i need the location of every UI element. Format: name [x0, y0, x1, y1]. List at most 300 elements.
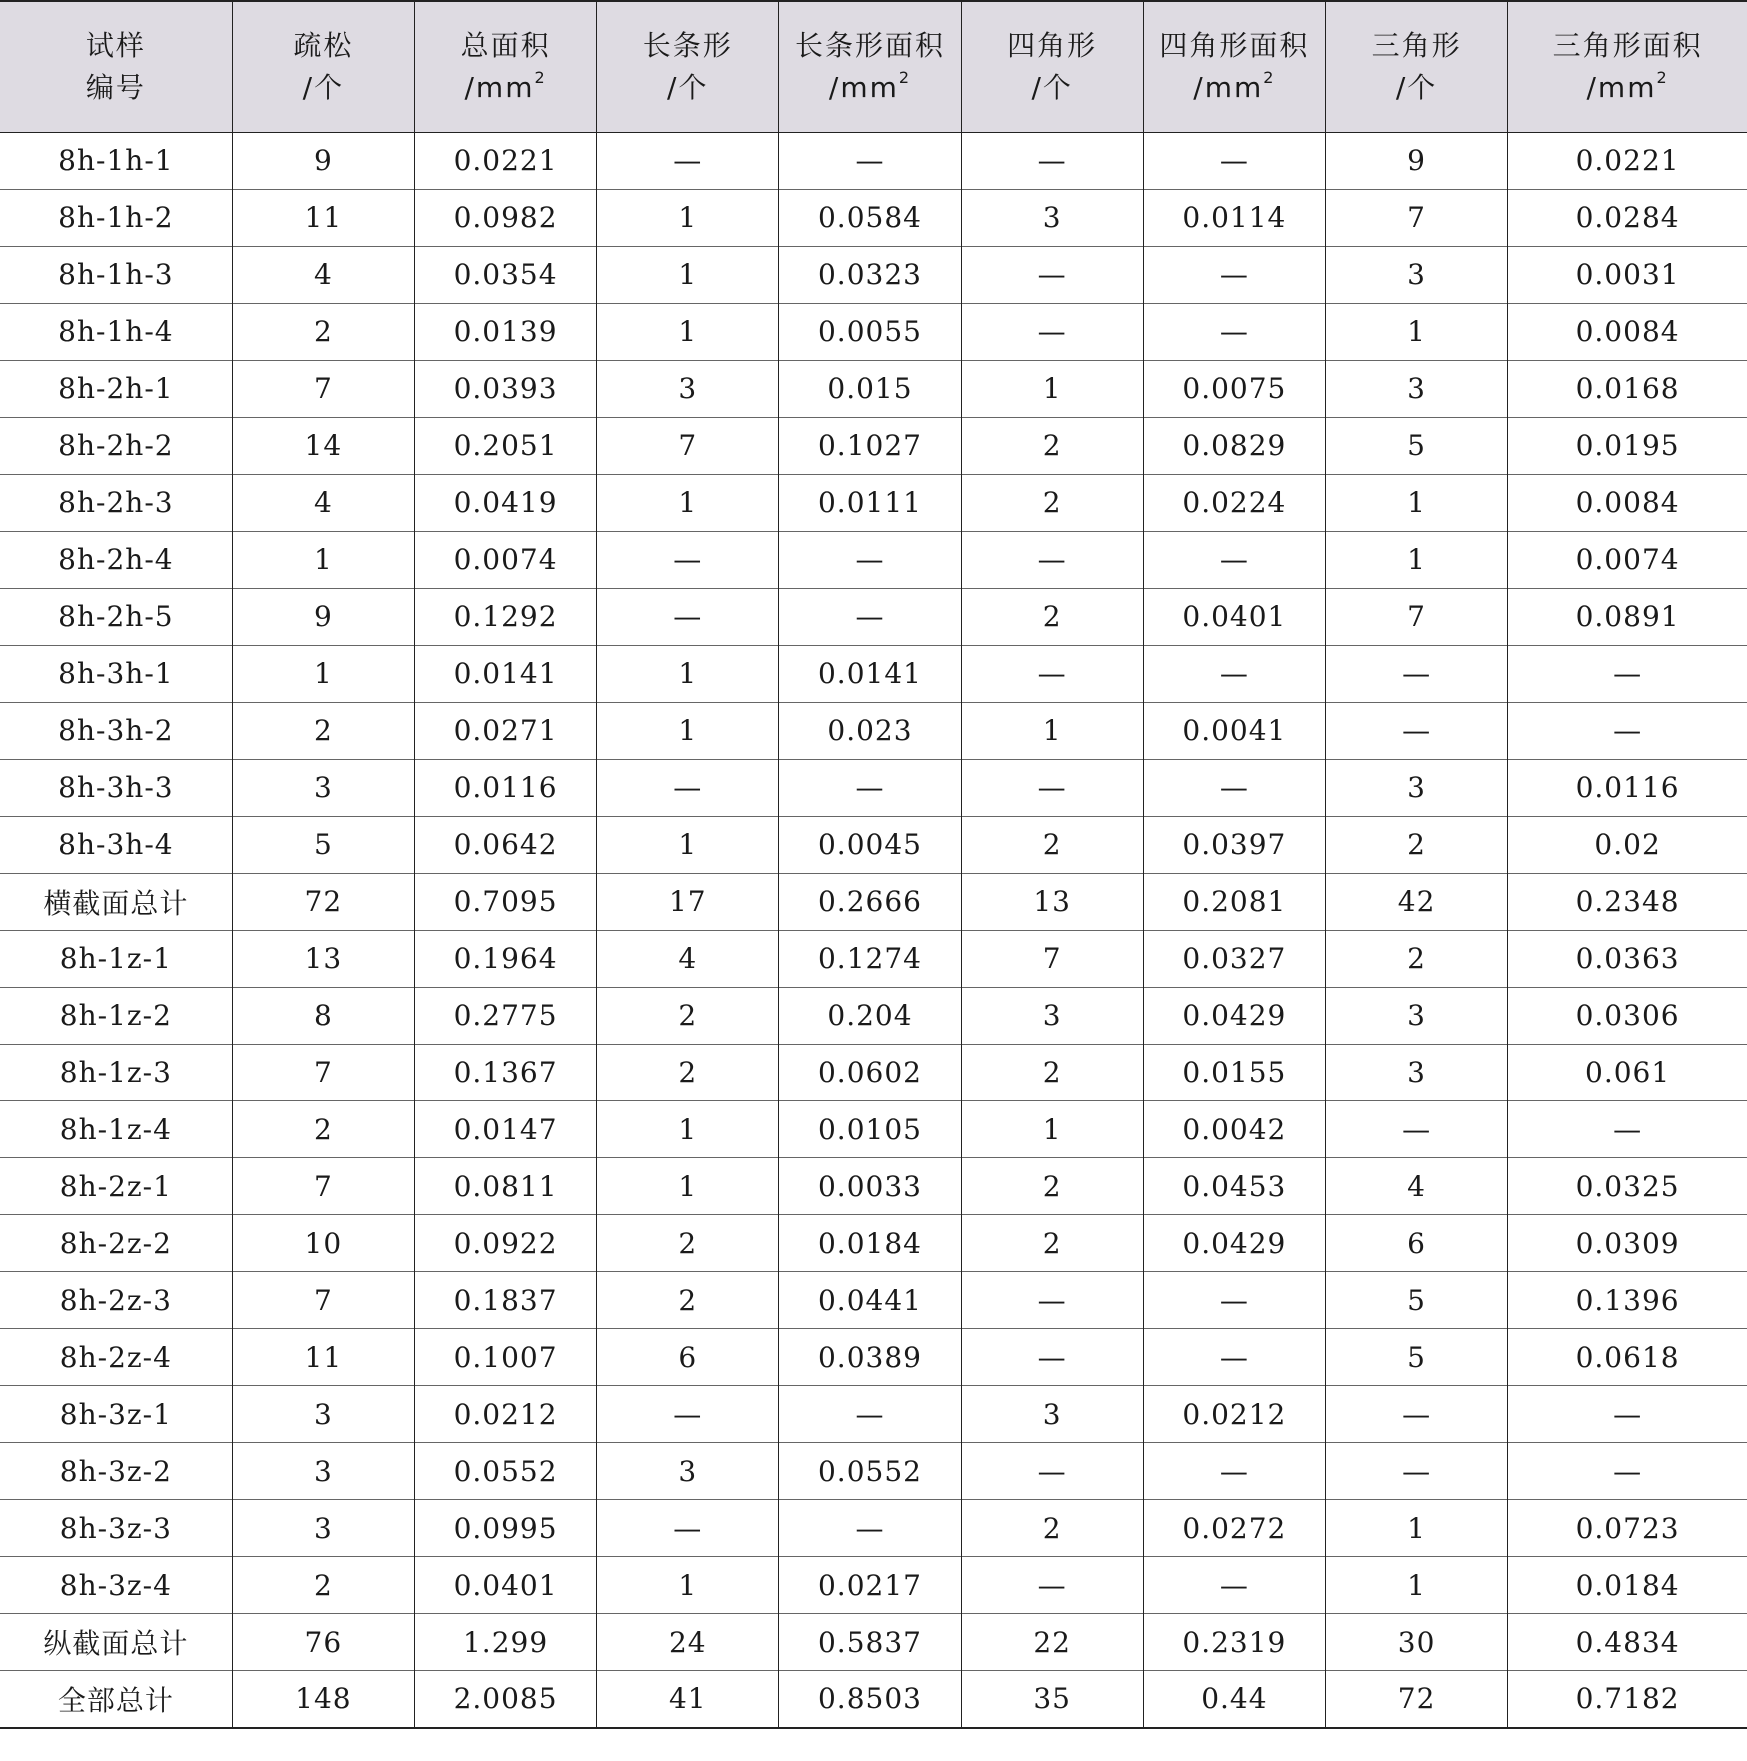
- header-line-2: [1508, 67, 1747, 109]
- value-cell: 2: [232, 1101, 414, 1158]
- header-unit-superscript: 2: [534, 68, 547, 87]
- value-cell: 1: [597, 246, 779, 303]
- value-cell: 0.015: [779, 360, 961, 417]
- value-cell: 0.0111: [779, 474, 961, 531]
- value-cell: —: [961, 1329, 1143, 1386]
- value-cell: 3: [1325, 246, 1507, 303]
- value-cell: —: [779, 1500, 961, 1557]
- sample-id-cell: 8h-2h-4: [0, 531, 232, 588]
- header-line-2: [415, 67, 596, 109]
- sample-id-cell: 8h-1h-1: [0, 133, 232, 190]
- value-cell: 3: [232, 1500, 414, 1557]
- header-row: [0, 1, 1747, 133]
- value-cell: 0.0723: [1508, 1500, 1747, 1557]
- value-cell: 0.0354: [414, 246, 596, 303]
- value-cell: —: [1143, 1557, 1325, 1614]
- value-cell: —: [961, 133, 1143, 190]
- value-cell: 3: [961, 189, 1143, 246]
- column-header: [414, 1, 596, 133]
- header-line-1: 总面积: [460, 29, 551, 62]
- header-unit: /个: [667, 71, 709, 104]
- value-cell: 0.0995: [414, 1500, 596, 1557]
- value-cell: —: [597, 1500, 779, 1557]
- header-line-1: 三角形: [1371, 29, 1462, 62]
- value-cell: 14: [232, 417, 414, 474]
- value-cell: 1: [1325, 303, 1507, 360]
- value-cell: 2: [961, 816, 1143, 873]
- value-cell: 41: [597, 1671, 779, 1728]
- header-line-2: [1326, 67, 1507, 109]
- value-cell: 0.0055: [779, 303, 961, 360]
- value-cell: 17: [597, 873, 779, 930]
- value-cell: 0.0224: [1143, 474, 1325, 531]
- value-cell: —: [1143, 645, 1325, 702]
- header-line-2: [597, 67, 778, 109]
- value-cell: 13: [232, 930, 414, 987]
- value-cell: 7: [232, 1158, 414, 1215]
- value-cell: 0.0401: [1143, 588, 1325, 645]
- sample-id-cell: 8h-2h-2: [0, 417, 232, 474]
- value-cell: 0.0284: [1508, 189, 1747, 246]
- value-cell: 0.0602: [779, 1044, 961, 1101]
- value-cell: 8: [232, 987, 414, 1044]
- value-cell: 3: [961, 1386, 1143, 1443]
- value-cell: 0.2775: [414, 987, 596, 1044]
- value-cell: 1.299: [414, 1614, 596, 1671]
- table-row: [0, 133, 1747, 190]
- header-unit: /mm: [1193, 71, 1264, 104]
- sample-id-cell: 8h-3h-1: [0, 645, 232, 702]
- value-cell: 3: [1325, 987, 1507, 1044]
- value-cell: 0.0075: [1143, 360, 1325, 417]
- value-cell: —: [779, 1386, 961, 1443]
- value-cell: 0.023: [779, 702, 961, 759]
- value-cell: 0.1027: [779, 417, 961, 474]
- value-cell: 2: [1325, 816, 1507, 873]
- table-row: [0, 930, 1747, 987]
- value-cell: 0.061: [1508, 1044, 1747, 1101]
- value-cell: 0.0184: [1508, 1557, 1747, 1614]
- value-cell: —: [1508, 1443, 1747, 1500]
- value-cell: —: [1508, 702, 1747, 759]
- table-row: [0, 189, 1747, 246]
- value-cell: 0.0221: [414, 133, 596, 190]
- header-unit-superscript: 2: [1656, 68, 1669, 87]
- value-cell: 76: [232, 1614, 414, 1671]
- value-cell: 4: [1325, 1158, 1507, 1215]
- value-cell: 0.0393: [414, 360, 596, 417]
- value-cell: 2: [597, 1044, 779, 1101]
- value-cell: 0.0325: [1508, 1158, 1747, 1215]
- table-row: [0, 1044, 1747, 1101]
- value-cell: 0.7182: [1508, 1671, 1747, 1728]
- value-cell: 9: [232, 133, 414, 190]
- value-cell: —: [1143, 303, 1325, 360]
- value-cell: 0.0552: [779, 1443, 961, 1500]
- value-cell: 72: [232, 873, 414, 930]
- sample-id-cell: 8h-2h-1: [0, 360, 232, 417]
- value-cell: 0.0642: [414, 816, 596, 873]
- value-cell: 0.1274: [779, 930, 961, 987]
- value-cell: 4: [232, 474, 414, 531]
- value-cell: 0.7095: [414, 873, 596, 930]
- value-cell: 0.1837: [414, 1272, 596, 1329]
- column-header: [961, 1, 1143, 133]
- value-cell: 2: [961, 1215, 1143, 1272]
- value-cell: 0.5837: [779, 1614, 961, 1671]
- value-cell: 22: [961, 1614, 1143, 1671]
- value-cell: —: [1508, 1386, 1747, 1443]
- header-unit: /mm: [464, 71, 535, 104]
- header-unit: /mm: [1586, 71, 1657, 104]
- value-cell: 1: [232, 531, 414, 588]
- header-line-2: [962, 67, 1143, 109]
- value-cell: 11: [232, 1329, 414, 1386]
- value-cell: 0.2348: [1508, 873, 1747, 930]
- value-cell: 30: [1325, 1614, 1507, 1671]
- header-line-1: 四角形: [1007, 29, 1098, 62]
- table-row: [0, 360, 1747, 417]
- value-cell: —: [1143, 759, 1325, 816]
- sample-id-cell: 8h-3z-2: [0, 1443, 232, 1500]
- value-cell: 7: [961, 930, 1143, 987]
- table-row: [0, 987, 1747, 1044]
- sample-id-cell: 8h-2h-5: [0, 588, 232, 645]
- header-line-1: 长条形: [642, 29, 733, 62]
- sample-id-cell: 8h-1h-4: [0, 303, 232, 360]
- value-cell: 0.1367: [414, 1044, 596, 1101]
- value-cell: 0.0618: [1508, 1329, 1747, 1386]
- table-row: [0, 588, 1747, 645]
- value-cell: 11: [232, 189, 414, 246]
- table-row: [0, 417, 1747, 474]
- table-row: [0, 1158, 1747, 1215]
- value-cell: 0.0363: [1508, 930, 1747, 987]
- sample-id-cell: 8h-1h-3: [0, 246, 232, 303]
- table-row: [0, 474, 1747, 531]
- value-cell: 0.1396: [1508, 1272, 1747, 1329]
- value-cell: 7: [597, 417, 779, 474]
- value-cell: 5: [232, 816, 414, 873]
- value-cell: 0.0033: [779, 1158, 961, 1215]
- value-cell: —: [961, 246, 1143, 303]
- value-cell: —: [961, 1557, 1143, 1614]
- value-cell: 0.0552: [414, 1443, 596, 1500]
- column-header: [1508, 1, 1747, 133]
- value-cell: 3: [597, 360, 779, 417]
- value-cell: —: [597, 588, 779, 645]
- value-cell: —: [1143, 1329, 1325, 1386]
- value-cell: 0.0116: [1508, 759, 1747, 816]
- value-cell: 1: [961, 1101, 1143, 1158]
- sample-id-cell: 8h-3z-3: [0, 1500, 232, 1557]
- value-cell: 0.0084: [1508, 474, 1747, 531]
- value-cell: 0.0105: [779, 1101, 961, 1158]
- value-cell: 0.0195: [1508, 417, 1747, 474]
- value-cell: 0.0212: [1143, 1386, 1325, 1443]
- value-cell: 2: [961, 588, 1143, 645]
- column-header: [597, 1, 779, 133]
- value-cell: 0.0074: [1508, 531, 1747, 588]
- column-header: [779, 1, 961, 133]
- value-cell: 2: [961, 1158, 1143, 1215]
- value-cell: 2.0085: [414, 1671, 596, 1728]
- value-cell: 3: [1325, 759, 1507, 816]
- value-cell: 0.0401: [414, 1557, 596, 1614]
- value-cell: 1: [1325, 1557, 1507, 1614]
- value-cell: 3: [961, 987, 1143, 1044]
- sample-id-cell: 全部总计: [0, 1671, 232, 1728]
- value-cell: 0.0116: [414, 759, 596, 816]
- table-row: [0, 1614, 1747, 1671]
- value-cell: 7: [232, 360, 414, 417]
- column-header: [1325, 1, 1507, 133]
- value-cell: 3: [232, 759, 414, 816]
- sample-id-cell: 8h-3z-4: [0, 1557, 232, 1614]
- value-cell: 2: [232, 702, 414, 759]
- value-cell: —: [961, 303, 1143, 360]
- value-cell: 2: [1325, 930, 1507, 987]
- value-cell: 1: [597, 1101, 779, 1158]
- value-cell: 0.0584: [779, 189, 961, 246]
- value-cell: 4: [232, 246, 414, 303]
- value-cell: 0.0141: [779, 645, 961, 702]
- table-row: [0, 303, 1747, 360]
- header-line-1: 疏松: [293, 29, 354, 62]
- value-cell: 0.0168: [1508, 360, 1747, 417]
- value-cell: 0.0389: [779, 1329, 961, 1386]
- value-cell: —: [1143, 246, 1325, 303]
- value-cell: 42: [1325, 873, 1507, 930]
- value-cell: 10: [232, 1215, 414, 1272]
- value-cell: 0.0441: [779, 1272, 961, 1329]
- value-cell: —: [597, 1386, 779, 1443]
- sample-id-cell: 8h-1h-2: [0, 189, 232, 246]
- sample-id-cell: 8h-2z-1: [0, 1158, 232, 1215]
- value-cell: 1: [597, 189, 779, 246]
- value-cell: —: [961, 1272, 1143, 1329]
- value-cell: 0.2051: [414, 417, 596, 474]
- value-cell: —: [779, 588, 961, 645]
- value-cell: —: [597, 531, 779, 588]
- value-cell: —: [597, 133, 779, 190]
- value-cell: 35: [961, 1671, 1143, 1728]
- table-row: [0, 759, 1747, 816]
- header-line-2: [0, 67, 232, 109]
- value-cell: —: [1325, 1443, 1507, 1500]
- value-cell: 6: [1325, 1215, 1507, 1272]
- table-header: [0, 1, 1747, 133]
- value-cell: —: [779, 133, 961, 190]
- value-cell: 1: [961, 360, 1143, 417]
- value-cell: —: [1325, 645, 1507, 702]
- table-row: [0, 1500, 1747, 1557]
- value-cell: 9: [1325, 133, 1507, 190]
- value-cell: 6: [597, 1329, 779, 1386]
- value-cell: —: [1325, 1386, 1507, 1443]
- value-cell: 5: [1325, 417, 1507, 474]
- value-cell: 0.0922: [414, 1215, 596, 1272]
- value-cell: 2: [232, 1557, 414, 1614]
- value-cell: 72: [1325, 1671, 1507, 1728]
- sample-id-cell: 8h-2z-4: [0, 1329, 232, 1386]
- value-cell: 24: [597, 1614, 779, 1671]
- value-cell: 2: [961, 1044, 1143, 1101]
- value-cell: 1: [961, 702, 1143, 759]
- table-row: [0, 1671, 1747, 1728]
- table-row: [0, 1329, 1747, 1386]
- table-row: [0, 873, 1747, 930]
- value-cell: 1: [597, 816, 779, 873]
- table-row: [0, 1443, 1747, 1500]
- sample-id-cell: 横截面总计: [0, 873, 232, 930]
- value-cell: 0.1007: [414, 1329, 596, 1386]
- value-cell: 0.0042: [1143, 1101, 1325, 1158]
- header-unit: /个: [302, 71, 345, 104]
- sample-id-cell: 8h-1z-1: [0, 930, 232, 987]
- value-cell: 5: [1325, 1272, 1507, 1329]
- value-cell: 0.8503: [779, 1671, 961, 1728]
- value-cell: 0.0811: [414, 1158, 596, 1215]
- header-line-1: 试样: [85, 29, 146, 62]
- value-cell: 0.0045: [779, 816, 961, 873]
- header-line-1: 四角形面积: [1159, 29, 1310, 62]
- value-cell: 3: [1325, 360, 1507, 417]
- value-cell: 0.0212: [414, 1386, 596, 1443]
- value-cell: 1: [597, 474, 779, 531]
- value-cell: 3: [597, 1443, 779, 1500]
- value-cell: 0.0221: [1508, 133, 1747, 190]
- value-cell: 0.0041: [1143, 702, 1325, 759]
- value-cell: —: [1143, 1272, 1325, 1329]
- value-cell: 0.204: [779, 987, 961, 1044]
- sample-id-cell: 8h-2h-3: [0, 474, 232, 531]
- table-row: [0, 531, 1747, 588]
- value-cell: 1: [597, 702, 779, 759]
- value-cell: 0.0271: [414, 702, 596, 759]
- value-cell: 2: [961, 417, 1143, 474]
- column-header: [232, 1, 414, 133]
- value-cell: 9: [232, 588, 414, 645]
- value-cell: 0.0327: [1143, 930, 1325, 987]
- value-cell: 2: [961, 1500, 1143, 1557]
- value-cell: 0.0982: [414, 189, 596, 246]
- value-cell: 0.0309: [1508, 1215, 1747, 1272]
- value-cell: —: [961, 759, 1143, 816]
- table-body: [0, 133, 1747, 1728]
- value-cell: 0.44: [1143, 1671, 1325, 1728]
- column-header: [0, 1, 232, 133]
- value-cell: 0.0891: [1508, 588, 1747, 645]
- value-cell: 3: [1325, 1044, 1507, 1101]
- value-cell: 2: [961, 474, 1143, 531]
- value-cell: 3: [232, 1386, 414, 1443]
- value-cell: 0.0141: [414, 645, 596, 702]
- value-cell: 13: [961, 873, 1143, 930]
- value-cell: —: [779, 759, 961, 816]
- value-cell: —: [961, 1443, 1143, 1500]
- value-cell: 0.0419: [414, 474, 596, 531]
- value-cell: 0.4834: [1508, 1614, 1747, 1671]
- value-cell: —: [961, 645, 1143, 702]
- value-cell: 1: [597, 645, 779, 702]
- value-cell: 0.0306: [1508, 987, 1747, 1044]
- table-row: [0, 1101, 1747, 1158]
- value-cell: 0.2319: [1143, 1614, 1325, 1671]
- header-unit: /个: [1395, 71, 1438, 104]
- value-cell: 0.0323: [779, 246, 961, 303]
- table-row: [0, 246, 1747, 303]
- value-cell: 1: [1325, 531, 1507, 588]
- sample-id-cell: 8h-1z-3: [0, 1044, 232, 1101]
- table-row: [0, 1386, 1747, 1443]
- header-line-1: 三角形面积: [1552, 29, 1703, 62]
- header-unit-superscript: 2: [1263, 68, 1276, 87]
- value-cell: 1: [232, 645, 414, 702]
- value-cell: 1: [1325, 1500, 1507, 1557]
- value-cell: 3: [232, 1443, 414, 1500]
- value-cell: 1: [597, 303, 779, 360]
- value-cell: —: [1143, 133, 1325, 190]
- value-cell: —: [961, 531, 1143, 588]
- value-cell: 1: [597, 1557, 779, 1614]
- value-cell: 0.0147: [414, 1101, 596, 1158]
- header-line-2: [233, 67, 414, 109]
- value-cell: 0.0397: [1143, 816, 1325, 873]
- value-cell: —: [1508, 1101, 1747, 1158]
- value-cell: —: [1325, 702, 1507, 759]
- value-cell: 2: [597, 1272, 779, 1329]
- value-cell: 1: [597, 1158, 779, 1215]
- value-cell: 2: [597, 1215, 779, 1272]
- value-cell: 0.0031: [1508, 246, 1747, 303]
- value-cell: —: [597, 759, 779, 816]
- value-cell: 0.0829: [1143, 417, 1325, 474]
- value-cell: 0.2666: [779, 873, 961, 930]
- value-cell: 7: [1325, 189, 1507, 246]
- header-line-2: [1144, 67, 1325, 109]
- sample-id-cell: 8h-2z-3: [0, 1272, 232, 1329]
- value-cell: 0.0429: [1143, 987, 1325, 1044]
- value-cell: 0.0429: [1143, 1215, 1325, 1272]
- value-cell: 0.0272: [1143, 1500, 1325, 1557]
- table-row: [0, 1557, 1747, 1614]
- table-row: [0, 1215, 1747, 1272]
- value-cell: 0.0114: [1143, 189, 1325, 246]
- sample-id-cell: 8h-3h-4: [0, 816, 232, 873]
- value-cell: —: [1508, 645, 1747, 702]
- value-cell: 5: [1325, 1329, 1507, 1386]
- value-cell: 148: [232, 1671, 414, 1728]
- column-header: [1143, 1, 1325, 133]
- value-cell: 2: [597, 987, 779, 1044]
- sample-id-cell: 8h-1z-4: [0, 1101, 232, 1158]
- table-row: [0, 645, 1747, 702]
- sample-id-cell: 纵截面总计: [0, 1614, 232, 1671]
- sample-id-cell: 8h-3h-3: [0, 759, 232, 816]
- table-row: [0, 1272, 1747, 1329]
- header-unit: /mm: [828, 71, 899, 104]
- value-cell: 0.0453: [1143, 1158, 1325, 1215]
- value-cell: 0.1292: [414, 588, 596, 645]
- value-cell: —: [779, 531, 961, 588]
- value-cell: —: [1143, 531, 1325, 588]
- value-cell: 0.0074: [414, 531, 596, 588]
- table-row: [0, 816, 1747, 873]
- value-cell: 0.1964: [414, 930, 596, 987]
- header-unit: /个: [1031, 71, 1073, 104]
- value-cell: 0.0139: [414, 303, 596, 360]
